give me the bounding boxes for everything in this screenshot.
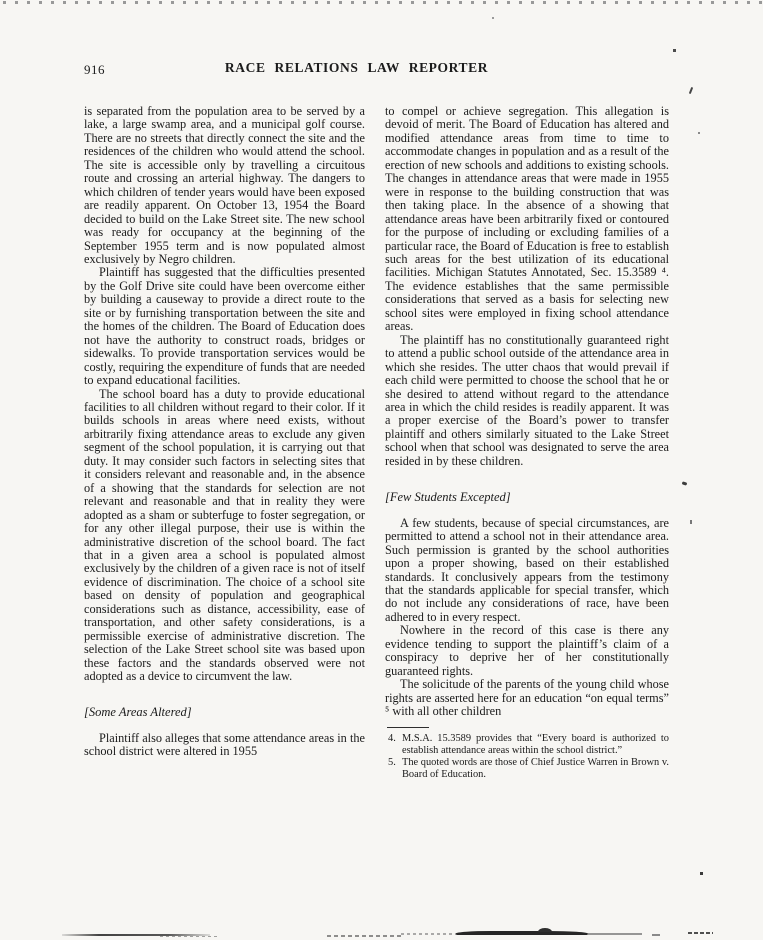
scan-smudge-line: [538, 928, 552, 932]
body-paragraph: The school board has a duty to provide educational facilities to all children without regard to their color. If it builds schools in areas where need exists, without arbitrarily fixing attendance areas to exclude any given segment of the school population, it is carrying out that duty. It may consider such factors in selecting sites that it considers relevant and reasonable and, in the absence of a showing that the standards for selection are not relevant and reasonable and that in reality they were adopted as a sham or subterfuge to foster segregation, or for any other illegal purpose, their use is within the administrative discretion of the school board. The fact that in a given area a school is populated almost exclusively by the children of a given race is not of itself evidence of discrimination. The choice of a school site based on density of population and geographical considerations such as distance, accessibility, ease of transportation, and other safety considerations, is a permissible exercise of administrative discretion. The selection of the Lake Street school site was based upon these factors and the standards observed were not adopted as a device to circumvent the law.: [84, 386, 365, 684]
section-heading-few-students-excepted: [Few Students Excepted]: [385, 490, 511, 505]
body-paragraph: to compel or achieve segregation. This allegation is devoid of merit. The Board of Education has altered and modified attendance areas from time to time to accommodate changes in population and as a result of the erection of new schools and additions to existing schools. The changes in attendance areas that were made in 1955 were in response to the building construction that was then taking place. In the absence of a showing that attendance areas have been arbitrarily fixed or contoured for the purpose of including or excluding families of a particular race, the Board of Education is free to establish such areas for the best utilization of its educational facilities. Michigan Statutes Annotated, Sec. 15.3589 ⁴. The evidence establishes that the same permissible considerations that served as a basis for selecting new school sites were employed in fixing school attendance areas.: [385, 104, 669, 334]
scan-speck: [673, 49, 676, 52]
right-column: [385, 105, 669, 781]
scan-smudge-line: [160, 936, 220, 937]
scan-speck: [698, 132, 700, 134]
body-paragraph: is separated from the population area to be served by a lake, a large swamp area, and a municipal golf course. There are no streets that directly connect the site and the residences of the children who would attend the school. The site is accessible only by travelling a circuitous route and crossing an arterial highway. The dangers to which children of tender years would have been exposed are readily apparent. On October 13, 1954 the Board decided to build on the Lake Street site. The new school was ready for occupancy at the beginning of the September 1955 term and is now populated almost exclusively by Negro children.: [84, 104, 365, 266]
scan-speck: [492, 17, 494, 19]
scan-smudge-line: [401, 933, 458, 935]
body-paragraph: Nowhere in the record of this case is there any evidence tending to support the plaintiff’s claim of a conspiracy to deprive her of her constitutionally guaranteed rights.: [385, 623, 669, 678]
scan-smudge-line: [327, 935, 401, 937]
scan-smudge-line: [588, 933, 642, 935]
scan-smudge-line: [652, 934, 660, 936]
scan-speck: [682, 481, 688, 485]
left-column: [84, 105, 365, 759]
running-head: [0, 60, 763, 78]
footnote: [385, 733, 669, 757]
body-paragraph: The plaintiff has no constitutionally guaranteed right to attend a public school outside of the attendance area in which she resides. The utter chaos that would prevail if each child were permitted to choose the school that he or she desired to attend without regard to the attendance area in which the child resides is readily apparent. It was a proper exercise of the Board’s power to transfer plaintiff and others similarly situated to the Lake Street school when that school was designated to serve the area resided in by these children.: [385, 332, 669, 468]
page-title: RACE RELATIONS LAW REPORTER: [224, 60, 489, 75]
footnote-divider: [387, 727, 429, 728]
scan-speck: [700, 872, 703, 875]
page-number: 916: [84, 62, 105, 77]
scan-smudge-line: [688, 932, 713, 934]
body-paragraph: Plaintiff also alleges that some attendance areas in the school district were altered in 1955: [84, 730, 365, 759]
footnote-text: M.S.A. 15.3589 provides that “Every board is authorized to establish attendance areas within the school district.”: [402, 733, 669, 757]
footnote-number: 4.: [388, 733, 396, 745]
scan-smudge-line: [456, 931, 588, 935]
footnotes-section: [385, 727, 669, 781]
body-paragraph: The solicitude of the parents of the young child whose rights are asserted here for an education “on equal terms” ⁵ with all other children: [385, 677, 669, 719]
footnote-number: 5.: [388, 757, 396, 769]
footnote-text: The quoted words are those of Chief Justice Warren in Brown v. Board of Education.: [402, 757, 669, 781]
scan-speck: [689, 87, 693, 94]
section-heading-some-areas-altered: [Some Areas Altered]: [84, 705, 192, 720]
body-paragraph: A few students, because of special circumstances, are permitted to attend a school not in their attendance area. Such permission is granted by the school authorities upon a proper showing, based on their established standards. It conclusively appears from the testimony that the standards applicable for special transfer, which do not include any considerations of race, have been adhered to in every respect.: [385, 515, 669, 624]
scan-edge-dotted-line: [3, 1, 763, 4]
body-paragraph: Plaintiff has suggested that the difficulties presented by the Golf Drive site could have been overcome either by building a causeway to provide a direct route to the site or by furnishing transportation between the site and the homes of the children. The Board of Education does not have the authority to construct roads, bridges or sidewalks. To provide transportation services would be costly, requiring the expenditure of funds that are needed to expand educational facilities.: [84, 265, 365, 388]
footnote: [385, 757, 669, 781]
scan-speck: [690, 520, 692, 524]
